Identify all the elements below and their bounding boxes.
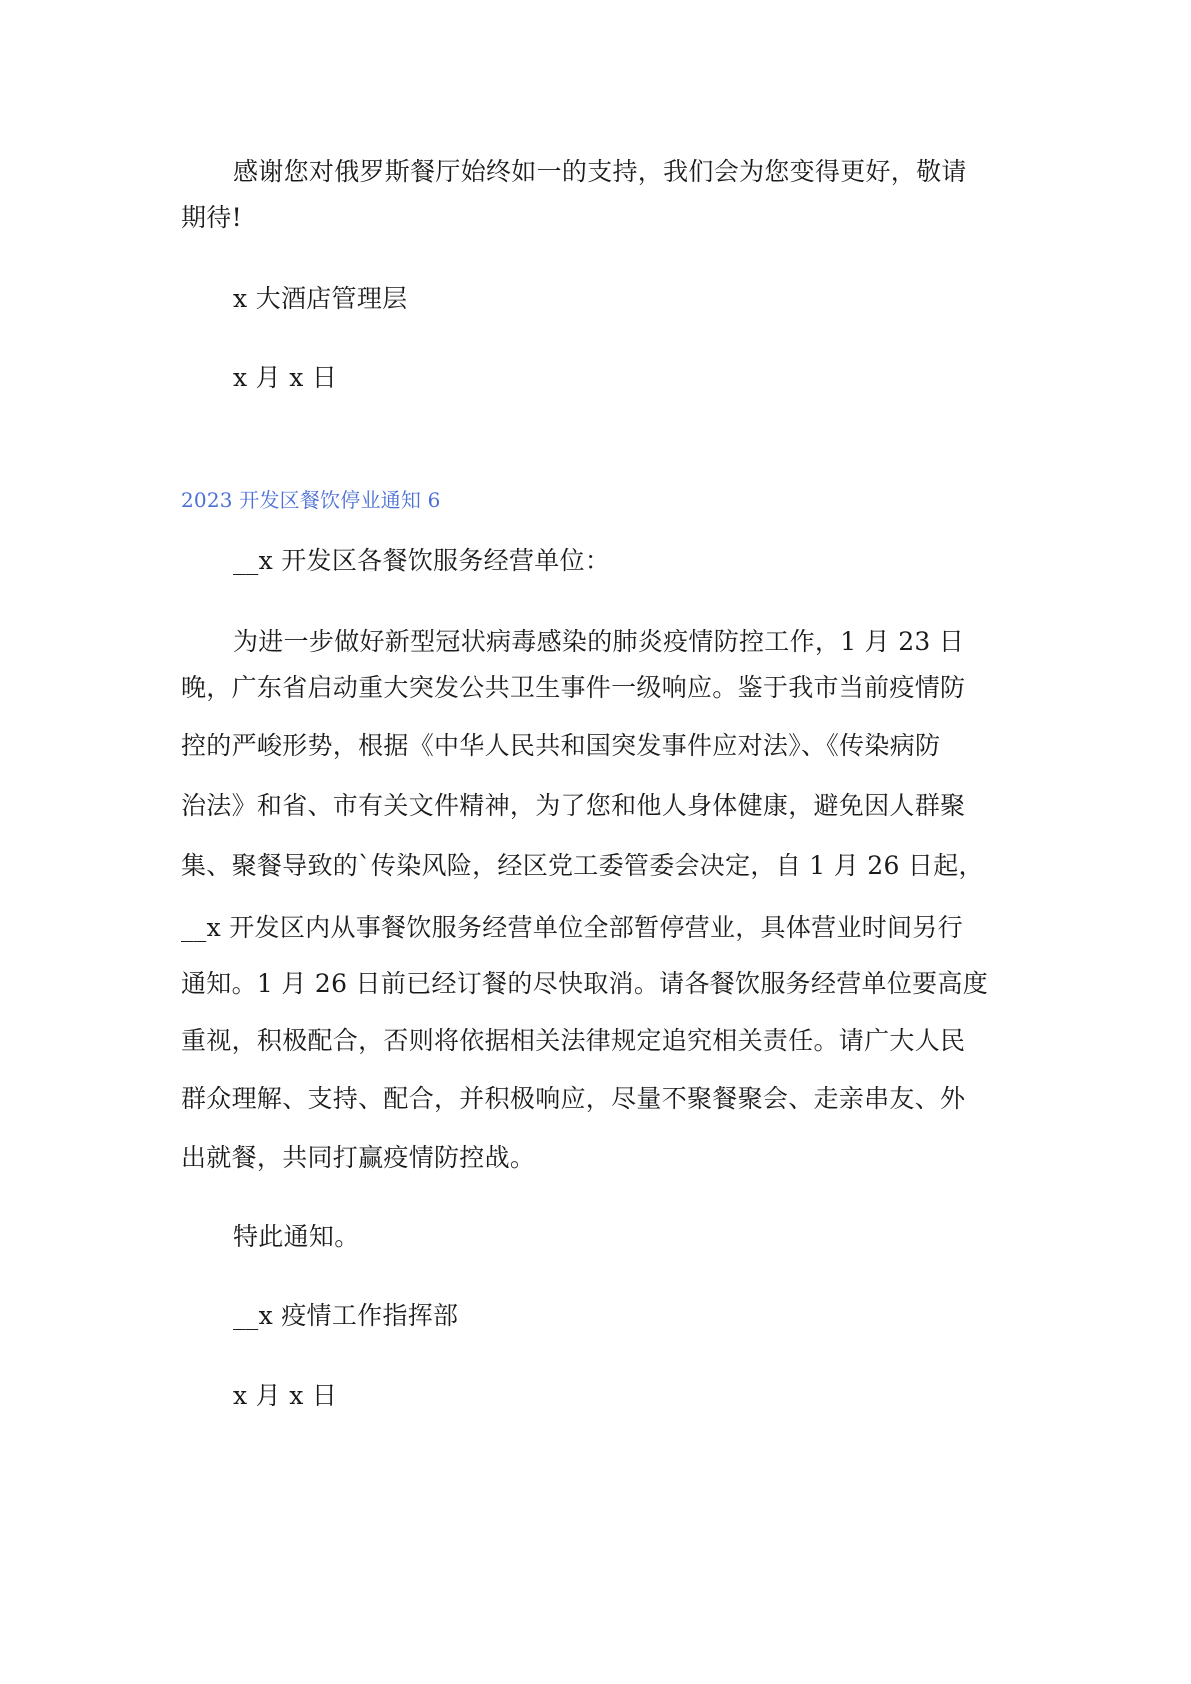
notice-body-line: 群众理解、支持、配合，并积极响应，尽量不聚餐聚会、走亲串友、外 <box>181 1084 966 1113</box>
notice-body-line: 为进一步做好新型冠状病毒感染的肺炎疫情防控工作，1 月 23 日 <box>233 627 965 656</box>
notice-body-line: 集、聚餐导致的`传染风险，经区党工委管委会决定，自 1 月 26 日起， <box>181 851 984 880</box>
notice-date: x 月 x 日 <box>233 1381 338 1410</box>
notice-body-line: 重视，积极配合，否则将依据相关法律规定追究相关责任。请广大人民 <box>181 1026 966 1055</box>
notice-body-line: 治法》和省、市有关文件精神，为了您和他人身体健康，避免因人群聚 <box>181 791 966 820</box>
notice-closing: 特此通知。 <box>233 1222 360 1251</box>
intro-date: x 月 x 日 <box>233 363 338 392</box>
notice-body-line: 晚，广东省启动重大突发公共卫生事件一级响应。鉴于我市当前疫情防 <box>181 673 966 702</box>
notice-body-line: 通知。1 月 26 日前已经订餐的尽快取消。请各餐饮服务经营单位要高度 <box>181 969 989 998</box>
intro-closing-line-2: 期待! <box>181 203 242 232</box>
intro-signature: x 大酒店管理层 <box>233 284 408 313</box>
notice-salutation: __x 开发区各餐饮服务经营单位： <box>233 546 611 575</box>
notice-body-line: 控的严峻形势，根据《中华人民共和国突发事件应对法》、《传染病防 <box>181 731 941 760</box>
notice-body-line: __x 开发区内从事餐饮服务经营单位全部暂停营业，具体营业时间另行 <box>181 913 963 942</box>
notice-title[interactable]: 2023 开发区餐饮停业通知 6 <box>181 488 441 512</box>
notice-body-line: 出就餐，共同打赢疫情防控战。 <box>181 1143 536 1172</box>
notice-signature: __x 疫情工作指挥部 <box>233 1301 459 1330</box>
intro-closing-line-1: 感谢您对俄罗斯餐厅始终如一的支持，我们会为您变得更好，敬请 <box>233 157 967 186</box>
